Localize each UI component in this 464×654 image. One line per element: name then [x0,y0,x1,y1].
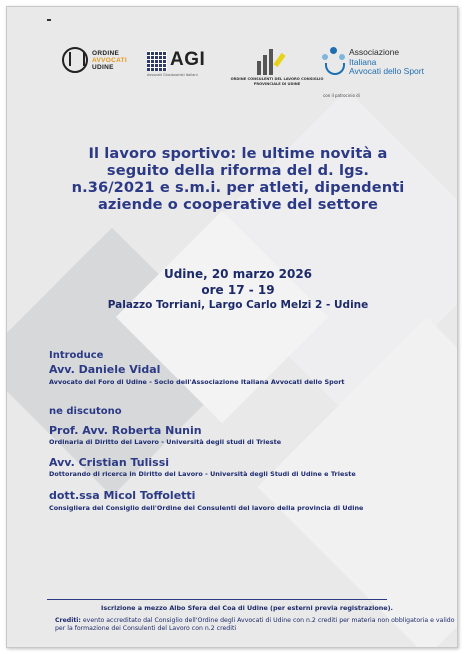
discussants-label: ne discutono [49,406,122,417]
moderator-role: Avvocato del Foro di Udine - Socio dell'Associazione Italiana Avvocati dello Sport [49,378,345,386]
speaker-role: Consigliera del Consiglio dell'Ordine dei Consulenti del lavoro della provincia di Udine [49,504,364,512]
registration-note: Iscrizione a mezzo Albo Sfera del Coa di Udine (per esterni previa registrazione). [101,604,393,612]
consulenti-lavoro-logo [225,45,329,89]
agi-logo-name: AGI [170,49,206,70]
associazione-sport-logo [319,47,431,98]
agi-grid-icon [147,51,167,71]
speaker-name: Avv. Cristian Tulissi [49,456,170,469]
speaker-name: dott.ssa Micol Toffoletti [49,489,196,502]
event-time: ore 17 - 19 [201,283,275,297]
agi-logo [147,49,217,79]
ordine-avvocati-logo [62,47,142,81]
event-place: Palazzo Torriani, Largo Carlo Melzi 2 - Udine [107,299,369,311]
agi-logo-sub: Avvocati Giuslavoristi Italiani [147,73,198,77]
consulenti-logo-text: ORDINE CONSULENTI DEL LAVORO CONSIGLIO PROVINCIALE DI UDINE [230,77,324,86]
speaker-role: Dottorando di ricerca in Diritto del Lavoro - Università degli Studi di Udine e Trieste [49,470,356,478]
assoc-logo-line1: Associazione [349,47,400,57]
footer-divider [47,599,387,600]
event-date: Udine, 20 marzo 2026 [163,267,313,281]
ordine-logo-line2: AVVOCATI [92,57,128,64]
consulenti-bars-icon [253,45,293,75]
speaker-role: Ordinaria di Diritto del Lavoro - Università degli studi di Trieste [49,438,282,446]
assoc-logo-line2: Italiana [349,56,377,67]
assoc-logo-line3: Avvocati dello Sport [349,66,424,76]
credits-text: evento accreditato dal Consiglio dell'Ordine degli Avvocati di Udine con n.2 crediti per materia non obbligatoria e valido per la formazione dei Consulenti del Lavoro con n.2 crediti [55,617,455,633]
ordine-logo-line1: ORDINE [92,50,120,57]
introduce-label: Introduce [49,350,104,361]
speaker-name: Prof. Avv. Roberta Nunin [49,424,202,437]
ordine-logo-line3: UDINE [92,64,114,71]
moderator-name: Avv. Daniele Vidal [49,363,161,376]
credits-note [55,617,455,634]
flyer-page [6,6,458,648]
people-circle-icon [319,47,349,77]
patrocinio-caption: con il patrocinio di [323,93,360,98]
credits-label: Crediti: [55,617,81,624]
event-title: Il lavoro sportivo: le ultime novità a seguito della riforma del d. lgs. n.36/2021 e s.m.i. per atleti, dipendenti aziende o cooperative del settore [71,145,405,213]
ordine-emblem-icon [62,47,88,73]
corner-mark [47,19,51,21]
